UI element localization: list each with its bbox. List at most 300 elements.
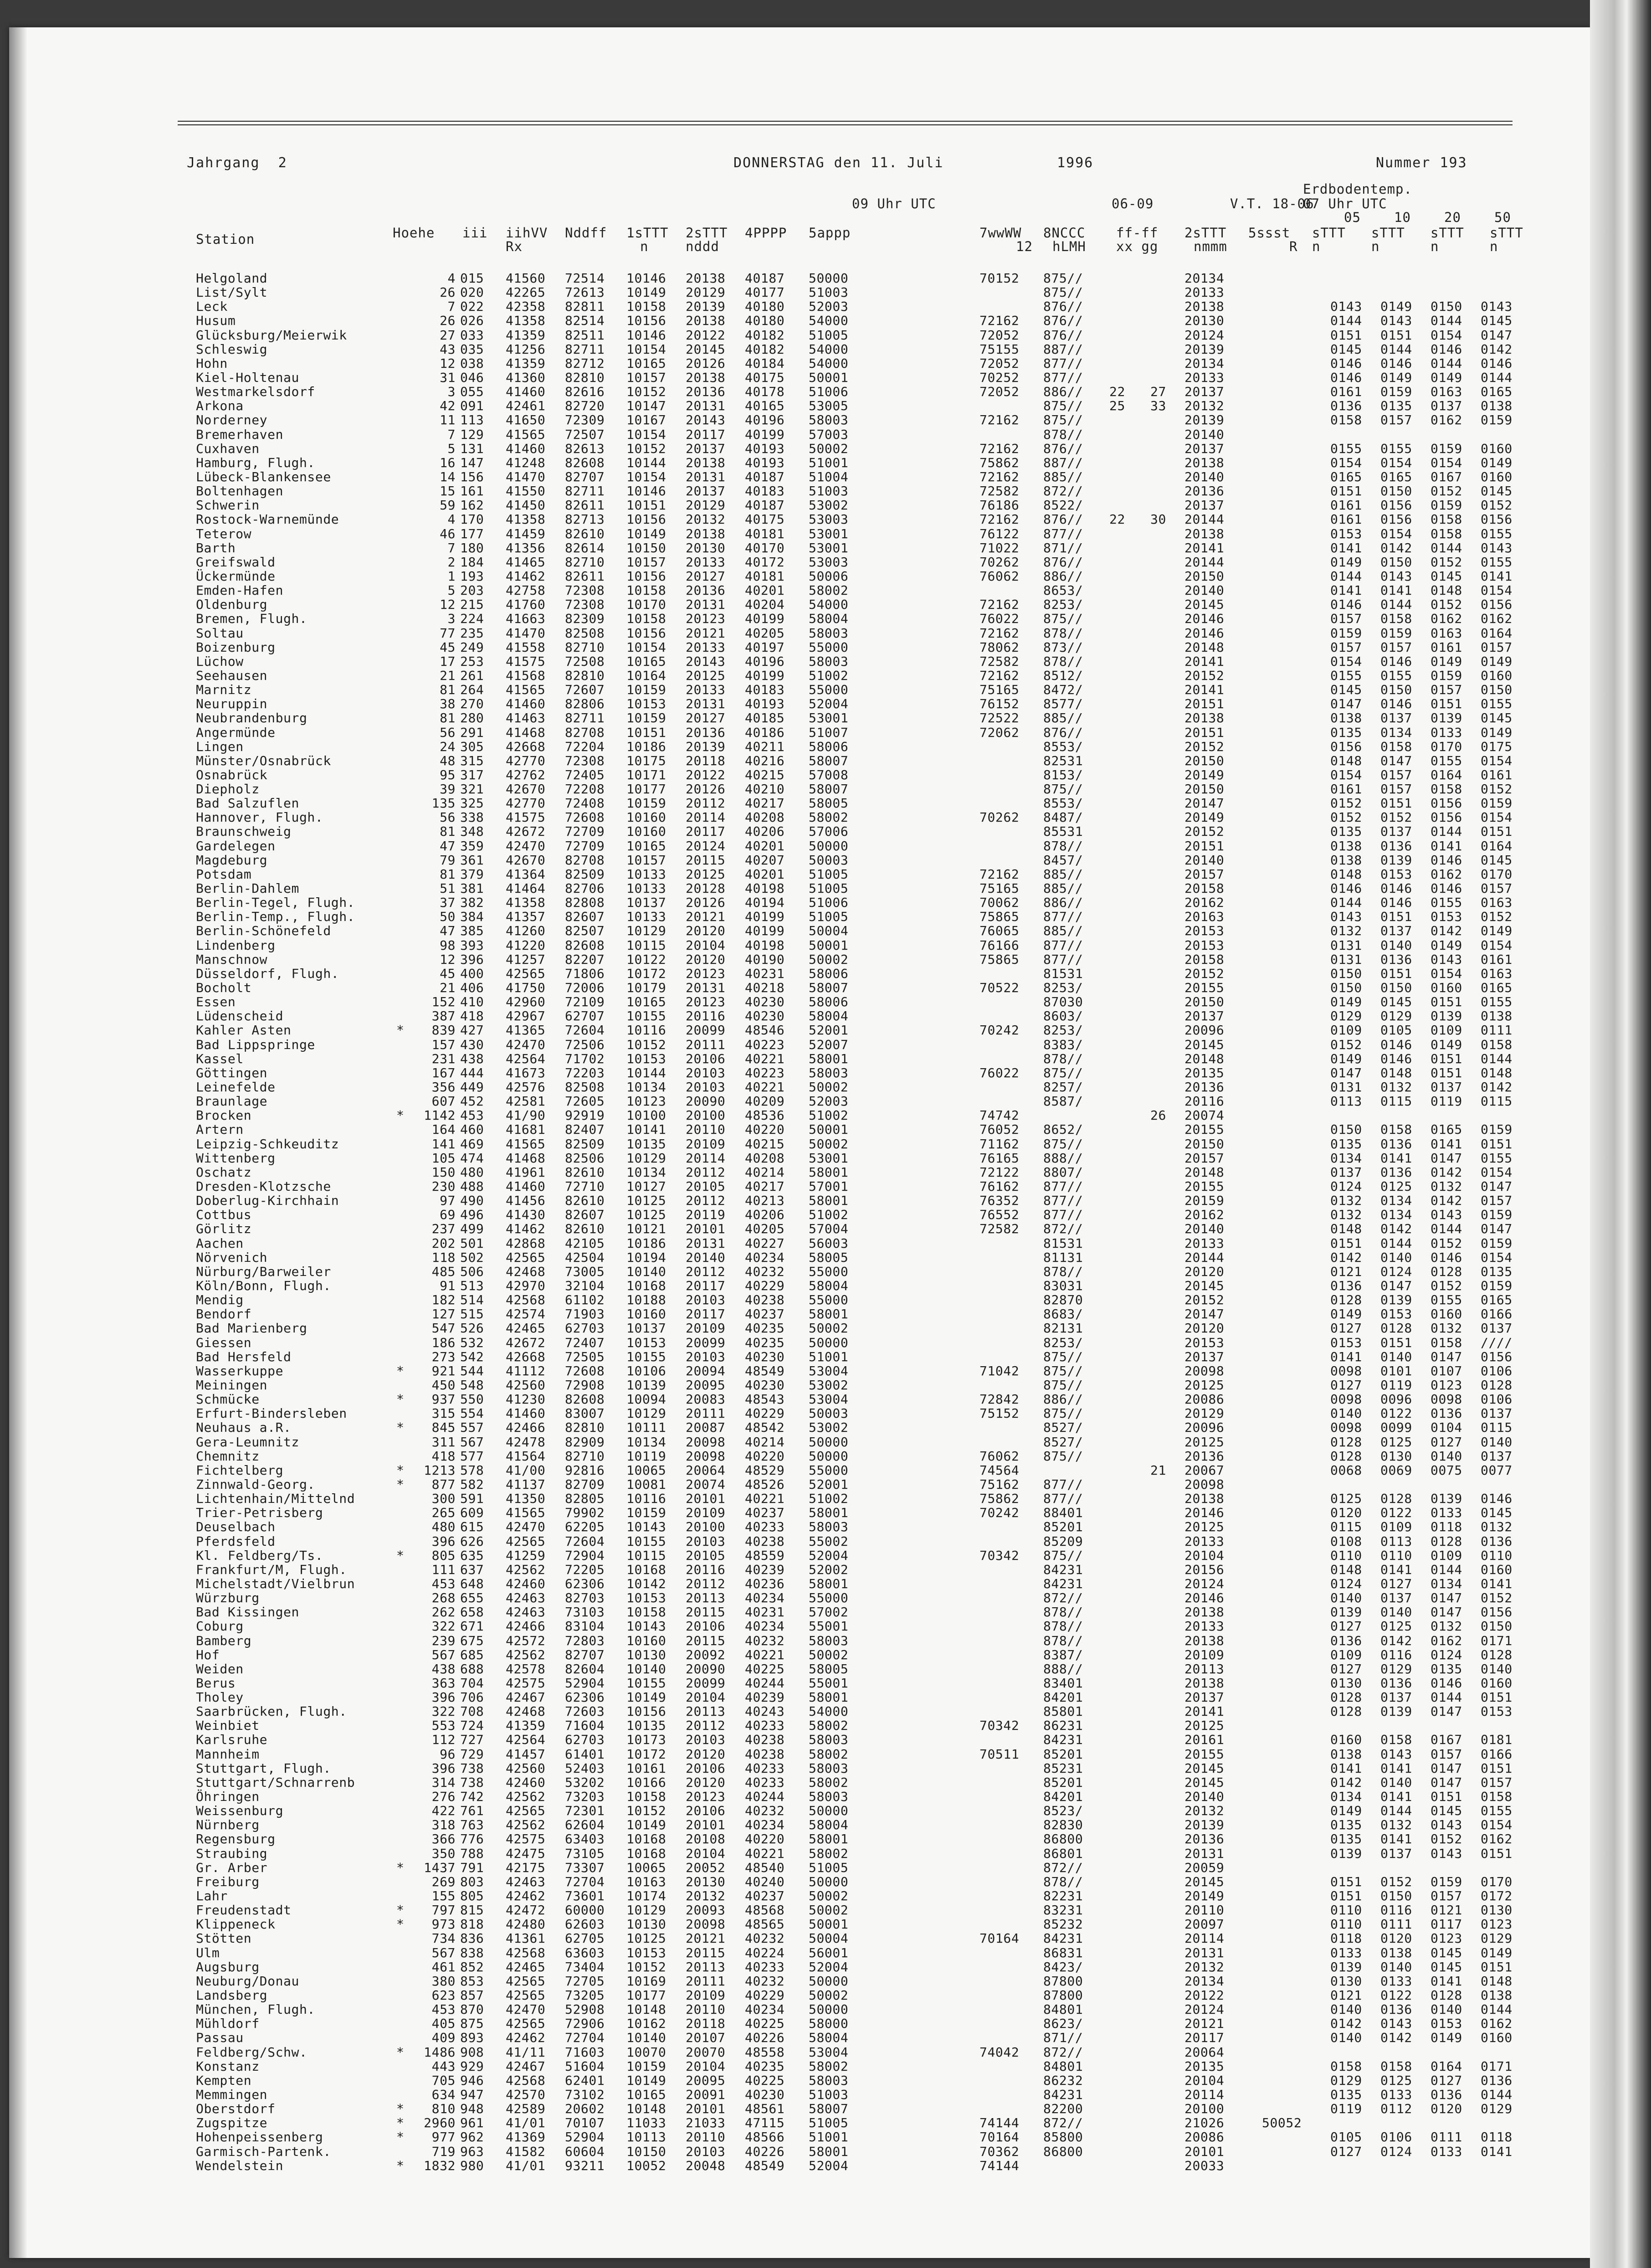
soil-5: 0137 bbox=[1330, 1164, 1362, 1180]
cloud: 878// bbox=[1043, 1874, 1083, 1889]
cloud: 81131 bbox=[1043, 1250, 1083, 1265]
elevation: 56 bbox=[440, 810, 456, 825]
tendency: 58004 bbox=[809, 1008, 849, 1024]
tendency: 58003 bbox=[809, 1065, 849, 1080]
soil-5: 0153 bbox=[1330, 526, 1362, 541]
min-temp: 20116 bbox=[1184, 1094, 1225, 1109]
iihvv: 42466 bbox=[506, 1619, 546, 1634]
weather: 76165 bbox=[979, 1150, 1020, 1166]
temp-1: 10174 bbox=[626, 1888, 667, 1904]
temp-2: 20118 bbox=[686, 753, 726, 768]
soil-5: 0140 bbox=[1330, 1406, 1362, 1421]
pressure: 40231 bbox=[745, 966, 785, 981]
station-id: 729 bbox=[460, 1746, 484, 1762]
temp-2: 20048 bbox=[686, 2158, 726, 2173]
temp-2: 20103 bbox=[686, 1349, 726, 1364]
station-name: Mühldorf bbox=[196, 2016, 260, 2031]
pressure: 40229 bbox=[745, 1988, 785, 2003]
iihvv: 41650 bbox=[506, 412, 546, 428]
soil-10: 0132 bbox=[1380, 1817, 1412, 1833]
nddff: 72613 bbox=[565, 285, 605, 300]
station-id: 410 bbox=[460, 994, 484, 1010]
elevation: 265 bbox=[431, 1505, 456, 1521]
soil-5: 0132 bbox=[1330, 1193, 1362, 1209]
tendency: 58003 bbox=[809, 625, 849, 641]
elevation: 118 bbox=[431, 1250, 456, 1265]
soil-5: 0155 bbox=[1330, 441, 1362, 456]
temp-2: 20101 bbox=[686, 1817, 726, 1833]
elevation: 567 bbox=[431, 1945, 456, 1960]
temp-1: 10146 bbox=[626, 483, 667, 499]
soil-20: 0145 bbox=[1431, 1803, 1462, 1819]
temp-1: 10164 bbox=[626, 668, 667, 683]
soil-50: 0110 bbox=[1481, 1548, 1513, 1563]
soil-20: 0141 bbox=[1431, 1973, 1462, 1989]
iihvv: 42578 bbox=[506, 1661, 546, 1677]
iihvv: 41460 bbox=[506, 441, 546, 456]
soil-50: 0162 bbox=[1481, 2016, 1513, 2031]
cloud: 878// bbox=[1043, 427, 1083, 442]
iihvv: 41575 bbox=[506, 810, 546, 825]
tendency: 50003 bbox=[809, 1406, 849, 1421]
temp-1: 10133 bbox=[626, 881, 667, 896]
min-temp: 20141 bbox=[1184, 682, 1225, 698]
temp-1: 10156 bbox=[626, 1704, 667, 1719]
pressure: 40214 bbox=[745, 1434, 785, 1450]
iihvv: 42265 bbox=[506, 285, 546, 300]
elevation: 1832 bbox=[424, 2158, 456, 2173]
min-temp: 20134 bbox=[1184, 1973, 1225, 1989]
soil-10: 0155 bbox=[1380, 441, 1412, 456]
hdr-utc09: 09 Uhr UTC bbox=[852, 196, 936, 211]
soil-10: 0128 bbox=[1380, 1491, 1412, 1507]
station-id: 542 bbox=[460, 1349, 484, 1364]
cloud: 8553/ bbox=[1043, 739, 1083, 754]
tendency: 58007 bbox=[809, 980, 849, 996]
nddff: 82811 bbox=[565, 299, 605, 314]
soil-5: 0150 bbox=[1330, 1122, 1362, 1137]
soil-10: 0111 bbox=[1380, 1917, 1412, 1932]
station-name: Neuburg/Donau bbox=[196, 1973, 299, 1989]
mountain-mark: * bbox=[396, 1476, 405, 1492]
soil-20: 0151 bbox=[1431, 1789, 1462, 1805]
station-id: 554 bbox=[460, 1406, 484, 1421]
soil-50: 0154 bbox=[1481, 583, 1513, 598]
iihvv: 42960 bbox=[506, 994, 546, 1010]
soil-20: 0145 bbox=[1431, 568, 1462, 584]
weather: 72582 bbox=[979, 483, 1020, 499]
pressure: 40237 bbox=[745, 1505, 785, 1521]
table-row bbox=[196, 1364, 1563, 1378]
station-id: 513 bbox=[460, 1278, 484, 1293]
pressure: 40234 bbox=[745, 1250, 785, 1265]
soil-20: 0133 bbox=[1431, 2144, 1462, 2159]
iihvv: 41456 bbox=[506, 1193, 546, 1209]
iihvv: 42461 bbox=[506, 398, 546, 414]
soil-5: 0127 bbox=[1330, 1377, 1362, 1393]
temp-2: 20105 bbox=[686, 1179, 726, 1194]
soil-5: 0144 bbox=[1330, 568, 1362, 584]
soil-50: 0151 bbox=[1481, 1136, 1513, 1152]
station-name: Oschatz bbox=[196, 1164, 252, 1180]
pressure: 40199 bbox=[745, 909, 785, 925]
soil-10: 0147 bbox=[1380, 1278, 1412, 1293]
station-id: 224 bbox=[460, 611, 484, 627]
tendency: 53003 bbox=[809, 554, 849, 570]
temp-1: 10159 bbox=[626, 2058, 667, 2074]
min-temp: 20074 bbox=[1184, 1108, 1225, 1123]
soil-5: 0115 bbox=[1330, 1519, 1362, 1535]
soil-50: 0152 bbox=[1481, 498, 1513, 513]
pressure: 40183 bbox=[745, 682, 785, 698]
nddff: 82706 bbox=[565, 881, 605, 896]
tendency: 53002 bbox=[809, 1377, 849, 1393]
tendency: 58002 bbox=[809, 1718, 849, 1733]
soil-5: 0109 bbox=[1330, 1647, 1362, 1662]
nddff: 52904 bbox=[565, 2129, 605, 2145]
temp-1: 10160 bbox=[626, 810, 667, 825]
station-name: Braunschweig bbox=[196, 824, 292, 839]
temp-1: 10155 bbox=[626, 1008, 667, 1024]
cloud: 85201 bbox=[1043, 1774, 1083, 1790]
nddff: 60604 bbox=[565, 2144, 605, 2159]
pressure: 40235 bbox=[745, 1335, 785, 1350]
temp-1: 10150 bbox=[626, 540, 667, 555]
temp-2: 20090 bbox=[686, 1661, 726, 1677]
soil-50: 0149 bbox=[1481, 1945, 1513, 1960]
station-id: 427 bbox=[460, 1023, 484, 1038]
temp-2: 20104 bbox=[686, 2058, 726, 2074]
soil-10: 0144 bbox=[1380, 1235, 1412, 1251]
tendency: 58002 bbox=[809, 2058, 849, 2074]
hdr-t2: 2sTTT bbox=[686, 225, 728, 241]
table-row bbox=[196, 1605, 1563, 1619]
cloud: 84201 bbox=[1043, 1690, 1083, 1705]
iihvv: 42462 bbox=[506, 1888, 546, 1904]
soil-20: 0127 bbox=[1431, 2073, 1462, 2088]
temp-1: 10157 bbox=[626, 370, 667, 385]
table-row bbox=[196, 938, 1563, 952]
station-name: Gardelegen bbox=[196, 838, 276, 854]
nddff: 82614 bbox=[565, 540, 605, 555]
pressure: 40210 bbox=[745, 782, 785, 797]
nddff: 79902 bbox=[565, 1505, 605, 1521]
min-temp: 20101 bbox=[1184, 2144, 1225, 2159]
temp-2: 20095 bbox=[686, 2073, 726, 2088]
pressure: 48561 bbox=[745, 2101, 785, 2117]
temp-1: 10154 bbox=[626, 469, 667, 484]
tendency: 50006 bbox=[809, 568, 849, 584]
soil-20: 0158 bbox=[1431, 512, 1462, 527]
temp-1: 10140 bbox=[626, 1264, 667, 1279]
soil-5: 0142 bbox=[1330, 2016, 1362, 2031]
nddff: 82707 bbox=[565, 469, 605, 484]
mountain-mark: * bbox=[396, 2115, 405, 2131]
soil-5: 0161 bbox=[1330, 384, 1362, 400]
station-name: Weiden bbox=[196, 1661, 244, 1677]
station-id: 203 bbox=[460, 583, 484, 598]
pressure: 40217 bbox=[745, 796, 785, 811]
cloud: 888// bbox=[1043, 1661, 1083, 1677]
temp-1: 10152 bbox=[626, 441, 667, 456]
iihvv: 42568 bbox=[506, 1945, 546, 1960]
elevation: 59 bbox=[440, 498, 456, 513]
temp-1: 10161 bbox=[626, 1760, 667, 1776]
tendency: 58003 bbox=[809, 1633, 849, 1648]
station-name: Bendorf bbox=[196, 1306, 252, 1322]
table-row bbox=[196, 1790, 1563, 1804]
min-temp: 20120 bbox=[1184, 1264, 1225, 1279]
station-id: 449 bbox=[460, 1080, 484, 1095]
elevation: 450 bbox=[431, 1377, 456, 1393]
elevation: 46 bbox=[440, 526, 456, 541]
elevation: 3 bbox=[447, 384, 456, 400]
cloud: 8153/ bbox=[1043, 767, 1083, 782]
mountain-mark: * bbox=[396, 1392, 405, 1407]
pressure: 40208 bbox=[745, 1150, 785, 1166]
soil-5: 0157 bbox=[1330, 611, 1362, 627]
soil-20: 0158 bbox=[1431, 526, 1462, 541]
soil-5: 0152 bbox=[1330, 810, 1362, 825]
tendency: 58001 bbox=[809, 1051, 849, 1066]
nddff: 82506 bbox=[565, 1150, 605, 1166]
tendency: 58006 bbox=[809, 966, 849, 981]
station-id: 609 bbox=[460, 1505, 484, 1521]
nddff: 72208 bbox=[565, 782, 605, 797]
temp-1: 11033 bbox=[626, 2115, 667, 2131]
table-row bbox=[196, 1307, 1563, 1321]
cloud: 81531 bbox=[1043, 966, 1083, 981]
station-id: 430 bbox=[460, 1037, 484, 1052]
table-row bbox=[196, 1265, 1563, 1279]
weather: 76062 bbox=[979, 1448, 1020, 1464]
soil-10: 0142 bbox=[1380, 2030, 1412, 2046]
soil-5: 0149 bbox=[1330, 554, 1362, 570]
soil-50: 0172 bbox=[1481, 1888, 1513, 1904]
soil-5: 0134 bbox=[1330, 1150, 1362, 1166]
station-name: Aachen bbox=[196, 1235, 244, 1251]
soil-20: 0146 bbox=[1431, 1250, 1462, 1265]
temp-2: 20112 bbox=[686, 796, 726, 811]
table-row bbox=[196, 512, 1563, 526]
cloud: 877// bbox=[1043, 1207, 1083, 1223]
tendency: 50000 bbox=[809, 1448, 849, 1464]
pressure: 40220 bbox=[745, 1831, 785, 1847]
min-temp: 20133 bbox=[1184, 370, 1225, 385]
nddff: 72506 bbox=[565, 1037, 605, 1052]
temp-1: 10152 bbox=[626, 1037, 667, 1052]
pressure: 40224 bbox=[745, 1945, 785, 1960]
pressure: 40165 bbox=[745, 398, 785, 414]
station-name: Oberstdorf bbox=[196, 2101, 276, 2117]
soil-10: 0150 bbox=[1380, 682, 1412, 698]
soil-10: 0159 bbox=[1380, 384, 1412, 400]
temp-2: 20101 bbox=[686, 1491, 726, 1507]
pressure: 40233 bbox=[745, 1774, 785, 1790]
table-row bbox=[196, 2073, 1563, 2088]
soil-5: 0098 bbox=[1330, 1392, 1362, 1407]
cloud: 885// bbox=[1043, 469, 1083, 484]
soil-10: 0145 bbox=[1380, 994, 1412, 1010]
temp-1: 10134 bbox=[626, 1080, 667, 1095]
soil-20: 0167 bbox=[1431, 1732, 1462, 1748]
soil-5: 0131 bbox=[1330, 1080, 1362, 1095]
pressure: 48542 bbox=[745, 1420, 785, 1435]
temp-1: 10116 bbox=[626, 1023, 667, 1038]
weather: 72122 bbox=[979, 1164, 1020, 1180]
cloud: 8253/ bbox=[1043, 980, 1083, 996]
soil-10: 0115 bbox=[1380, 1094, 1412, 1109]
temp-1: 10167 bbox=[626, 412, 667, 428]
elevation: 607 bbox=[431, 1094, 456, 1109]
soil-50: 0155 bbox=[1481, 1803, 1513, 1819]
soil-10: 0122 bbox=[1380, 1988, 1412, 2003]
soil-5: 0148 bbox=[1330, 866, 1362, 882]
elevation: 315 bbox=[431, 1406, 456, 1421]
pressure: 40214 bbox=[745, 1164, 785, 1180]
min-temp: 20155 bbox=[1184, 1179, 1225, 1194]
weather: 75152 bbox=[979, 1406, 1020, 1421]
soil-50: 0157 bbox=[1481, 1774, 1513, 1790]
iihvv: 42480 bbox=[506, 1917, 546, 1932]
station-name: Hohenpeissenberg bbox=[196, 2129, 323, 2145]
soil-10: 0150 bbox=[1380, 554, 1412, 570]
pressure: 40182 bbox=[745, 341, 785, 357]
min-temp: 20139 bbox=[1184, 1817, 1225, 1833]
nddff: 52904 bbox=[565, 1675, 605, 1691]
cloud: 886// bbox=[1043, 384, 1083, 400]
iihvv: 42568 bbox=[506, 2073, 546, 2088]
elevation: 50 bbox=[440, 909, 456, 925]
nddff: 72704 bbox=[565, 1874, 605, 1889]
pressure: 40181 bbox=[745, 568, 785, 584]
soil-20: 0163 bbox=[1431, 384, 1462, 400]
temp-1: 10111 bbox=[626, 1420, 667, 1435]
station-id: 857 bbox=[460, 1988, 484, 2003]
table-row bbox=[196, 1832, 1563, 1846]
cloud: 876// bbox=[1043, 554, 1083, 570]
station-name: Schleswig bbox=[196, 341, 268, 357]
station-id: 035 bbox=[460, 341, 484, 357]
soil-10: 0151 bbox=[1380, 966, 1412, 981]
tendency: 58006 bbox=[809, 739, 849, 754]
mountain-mark: * bbox=[396, 1462, 405, 1478]
soil-5: 0147 bbox=[1330, 1065, 1362, 1080]
nddff: 82511 bbox=[565, 327, 605, 343]
tendency: 50002 bbox=[809, 1903, 849, 1918]
soil-10: 0133 bbox=[1380, 2087, 1412, 2102]
soil-10: 0150 bbox=[1380, 980, 1412, 996]
min-temp: 20148 bbox=[1184, 639, 1225, 655]
soil-5: 0128 bbox=[1330, 1292, 1362, 1308]
soil-10: 0105 bbox=[1380, 1023, 1412, 1038]
station-id: 359 bbox=[460, 838, 484, 854]
soil-5: 0141 bbox=[1330, 1760, 1362, 1776]
soil-10: 0143 bbox=[1380, 1746, 1412, 1762]
elevation: 81 bbox=[440, 710, 456, 726]
temp-1: 10171 bbox=[626, 767, 667, 782]
table-row bbox=[196, 1619, 1563, 1633]
elevation: 38 bbox=[440, 696, 456, 712]
temp-1: 10122 bbox=[626, 951, 667, 967]
pressure: 40238 bbox=[745, 1533, 785, 1549]
elevation: 26 bbox=[440, 285, 456, 300]
nddff: 72709 bbox=[565, 824, 605, 839]
soil-20: 0162 bbox=[1431, 1633, 1462, 1648]
pressure: 40181 bbox=[745, 526, 785, 541]
weather: 76552 bbox=[979, 1207, 1020, 1223]
min-temp: 20136 bbox=[1184, 1448, 1225, 1464]
temp-1: 10172 bbox=[626, 1746, 667, 1762]
soil-5: 0127 bbox=[1330, 1619, 1362, 1634]
iihvv: 41450 bbox=[506, 498, 546, 513]
iihvv: 41356 bbox=[506, 540, 546, 555]
soil-20: 0142 bbox=[1431, 1164, 1462, 1180]
station-id: 338 bbox=[460, 810, 484, 825]
station-id: 184 bbox=[460, 554, 484, 570]
tendency: 51003 bbox=[809, 483, 849, 499]
table-row bbox=[196, 1520, 1563, 1534]
elevation: 56 bbox=[440, 725, 456, 740]
elevation: 45 bbox=[440, 966, 456, 981]
min-temp: 20132 bbox=[1184, 1803, 1225, 1819]
table-row bbox=[196, 484, 1563, 498]
iihvv: 41460 bbox=[506, 1179, 546, 1194]
nddff: 72006 bbox=[565, 980, 605, 996]
table-row bbox=[196, 285, 1563, 299]
station-name: Dresden-Klotzsche bbox=[196, 1179, 331, 1194]
iihvv: 41582 bbox=[506, 2144, 546, 2159]
tendency: 58003 bbox=[809, 412, 849, 428]
soil-10: 0133 bbox=[1380, 1973, 1412, 1989]
soil-10: 0134 bbox=[1380, 1207, 1412, 1223]
station-id: 578 bbox=[460, 1462, 484, 1478]
elevation: 31 bbox=[440, 370, 456, 385]
iihvv: 42475 bbox=[506, 1846, 546, 1861]
soil-10: 0151 bbox=[1380, 796, 1412, 811]
cloud: 8257/ bbox=[1043, 1080, 1083, 1095]
elevation: 634 bbox=[431, 2087, 456, 2102]
soil-10: 0153 bbox=[1380, 866, 1412, 882]
table-row bbox=[196, 1420, 1563, 1435]
iihvv: 41369 bbox=[506, 2129, 546, 2145]
mountain-mark: * bbox=[396, 1917, 405, 1932]
soil-5: 0127 bbox=[1330, 1661, 1362, 1677]
soil-5: 0128 bbox=[1330, 1448, 1362, 1464]
cloud: 8512/ bbox=[1043, 668, 1083, 683]
table-row bbox=[196, 1946, 1563, 1960]
min-temp: 20098 bbox=[1184, 1363, 1225, 1378]
station-name: Wendelstein bbox=[196, 2158, 284, 2173]
soil-20: 0158 bbox=[1431, 1335, 1462, 1350]
pressure: 40209 bbox=[745, 1094, 785, 1109]
soil-20: 0132 bbox=[1431, 1321, 1462, 1336]
soil-20: 0156 bbox=[1431, 810, 1462, 825]
station-name: Würzburg bbox=[196, 1590, 260, 1606]
tendency: 52003 bbox=[809, 1094, 849, 1109]
station-name: Straubing bbox=[196, 1846, 268, 1861]
tendency: 56003 bbox=[809, 1235, 849, 1251]
soil-5: 0146 bbox=[1330, 355, 1362, 371]
temp-2: 20103 bbox=[686, 1533, 726, 1549]
soil-10: 0136 bbox=[1380, 838, 1412, 854]
min-temp: 20125 bbox=[1184, 1718, 1225, 1733]
iihvv: 42470 bbox=[506, 1037, 546, 1052]
table-row bbox=[196, 1463, 1563, 1477]
pressure: 40180 bbox=[745, 299, 785, 314]
soil-20: 0151 bbox=[1431, 1051, 1462, 1066]
soil-5: 0144 bbox=[1330, 313, 1362, 329]
